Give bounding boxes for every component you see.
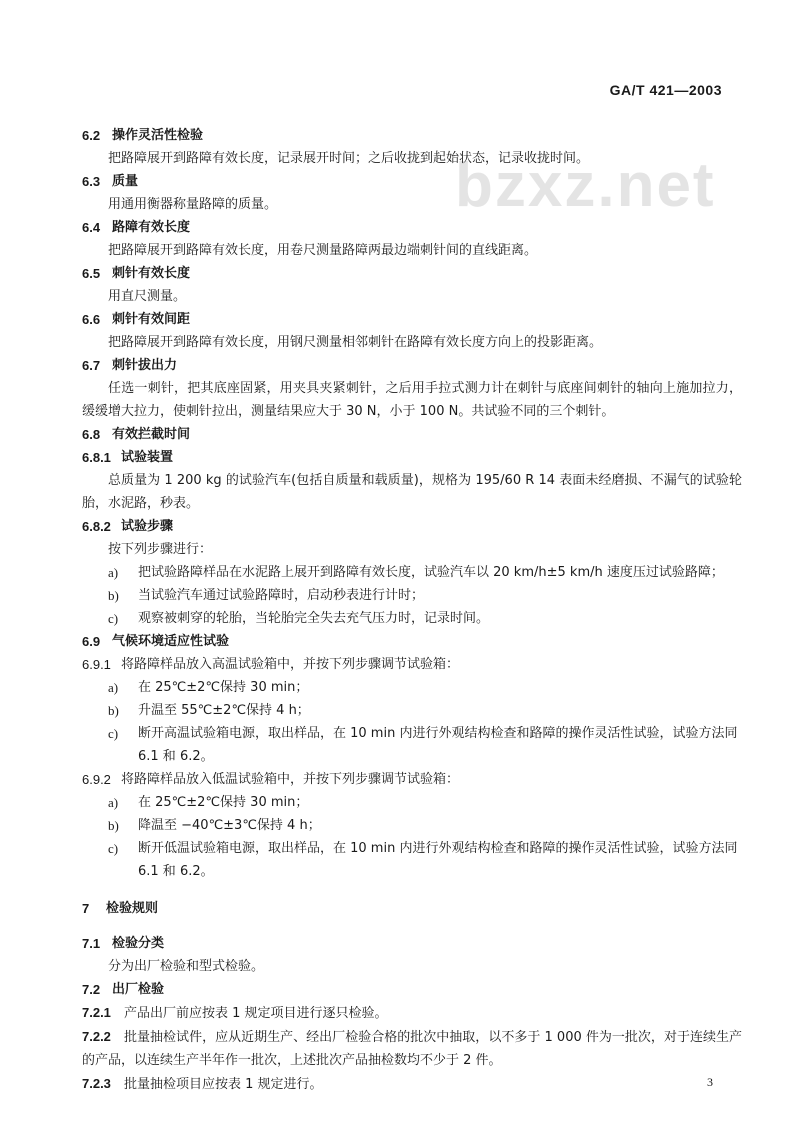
section-title: 有效拦截时间 [112,427,191,442]
section-title: 刺针有效长度 [112,266,191,281]
section-title: 检验规则 [106,901,159,916]
section-heading-6-7 [82,354,742,377]
section-heading-7-2 [82,978,742,1001]
section-number: 7 [82,901,90,916]
section-number: 6.8 [82,427,101,442]
clause-text: 产品出厂前应按表 1 规定项目进行逐只检验。 [124,1006,388,1021]
list-item [82,837,742,883]
section-text-6-5: 用直尺测量。 [108,289,187,304]
section-title: 质量 [112,174,139,189]
section-heading-6-6 [82,308,742,331]
section-title: 路障有效长度 [112,220,191,235]
section-title: 检验分类 [112,936,165,951]
clause-text: 批量抽检项目应按表 1 规定进行。 [124,1077,323,1092]
section-text-6-6: 把路障展开到路障有效长度，用钢尺测量相邻刺针在路障有效长度方向上的投影距离。 [108,335,603,350]
list-item [82,676,742,699]
document-body [82,124,742,1096]
list-text: 升温至 55℃±2℃保持 4 h； [138,703,310,718]
clause-7-2-2 [82,1025,742,1072]
section-title: 刺针有效间距 [112,312,191,327]
section-number: 6.3 [82,174,101,189]
list-marker: c) [108,726,119,741]
section-heading-6-3 [82,170,742,193]
section-title: 试验步骤 [121,519,174,534]
list-marker: a) [108,680,119,695]
section-number: 6.8.1 [82,450,111,465]
clause-7-2-1 [82,1001,742,1025]
section-number: 6.9 [82,634,101,649]
section-intro-6-8-2: 按下列步骤进行： [108,542,213,557]
list-text: 把试验路障样品在水泥路上展开到路障有效长度，试验汽车以 20 km/h±5 km/h 速度压过试验路障； [138,565,724,580]
section-title: 试验装置 [121,450,174,465]
list-text: 降温至 −40℃±3℃保持 4 h； [138,818,321,833]
section-number: 6.7 [82,358,101,373]
list-text: 观察被刺穿的轮胎，当轮胎完全失去充气压力时，记录时间。 [138,611,490,626]
section-heading-6-8 [82,423,742,446]
section-title: 气候环境适应性试验 [112,634,230,649]
section-text-6-2: 把路障展开到路障有效长度，记录展开时间；之后收拢到起始状态，记录收拢时间。 [108,151,590,166]
list-marker: b) [108,703,119,718]
list-item [82,584,742,607]
section-heading-7 [82,897,742,920]
list-item [82,699,742,722]
section-title: 出厂检验 [112,982,165,997]
list-text: 在 25℃±2℃保持 30 min； [138,795,309,810]
section-number: 7.2.3 [82,1076,111,1091]
section-number: 7.1 [82,936,101,951]
section-heading-6-9 [82,630,742,653]
section-number: 6.9.2 [82,772,111,787]
list-marker: a) [108,565,119,580]
section-text-6-4: 把路障展开到路障有效长度，用卷尺测量路障两最边端刺针间的直线距离。 [108,243,538,258]
section-title: 操作灵活性检验 [112,128,204,143]
list-item [82,814,742,837]
section-title: 将路障样品放入高温试验箱中，并按下列步骤调节试验箱： [121,657,460,672]
section-number: 6.9.1 [82,657,111,672]
section-title: 将路障样品放入低温试验箱中，并按下列步骤调节试验箱： [121,772,460,787]
list-marker: c) [108,611,119,626]
section-number: 6.2 [82,128,101,143]
section-text-6-3: 用通用衡器称量路障的质量。 [108,197,278,212]
list-marker: a) [108,795,119,810]
section-text-6-8-1: 总质量为 1 200 kg 的试验汽车(包括自质量和载质量)，规格为 195/60 R 14 表面未经磨损、不漏气的试验轮胎，水泥路，秒表。 [82,473,742,511]
standard-code: GA/T 421—2003 [609,82,722,98]
list-marker: b) [108,818,119,833]
page-number: 3 [707,1075,713,1089]
section-heading-6-9-2 [82,768,742,791]
list-item [82,561,742,584]
list-item [82,607,742,630]
section-number: 6.8.2 [82,519,111,534]
watermark: bzxz.net [455,151,716,220]
section-number: 6.5 [82,266,101,281]
section-number: 6.4 [82,220,101,235]
section-number: 7.2.2 [82,1029,111,1044]
section-text-6-7: 任选一刺针，把其底座固紧，用夹具夹紧刺针，之后用手拉式测力计在刺针与底座间刺针的轴向上施加拉力，缓缓增大拉力，使刺针拉出，测量结果应大于 30 N，小于 100 N。共试验不同的三个刺针。 [82,381,742,419]
list-text: 断开高温试验箱电源，取出样品，在 10 min 内进行外观结构检查和路障的操作灵活性试验，试验方法同 6.1 和 6.2。 [138,726,738,764]
section-heading-6-5 [82,262,742,285]
clause-7-2-3 [82,1072,742,1096]
list-item [82,722,742,768]
section-number: 7.2.1 [82,1005,111,1020]
section-heading-6-2 [82,124,742,147]
section-heading-6-8-2 [82,515,742,538]
section-text-7-1: 分为出厂检验和型式检验。 [108,959,265,974]
list-text: 在 25℃±2℃保持 30 min； [138,680,309,695]
section-heading-6-9-1 [82,653,742,676]
section-heading-7-1 [82,932,742,955]
list-marker: b) [108,588,119,603]
list-text: 当试验汽车通过试验路障时，启动秒表进行计时； [138,588,425,603]
section-number: 6.6 [82,312,101,327]
section-number: 7.2 [82,982,101,997]
section-heading-6-8-1 [82,446,742,469]
section-title: 刺针拔出力 [112,358,178,373]
section-heading-6-4 [82,216,742,239]
list-text: 断开低温试验箱电源，取出样品，在 10 min 内进行外观结构检查和路障的操作灵活性试验，试验方法同 6.1 和 6.2。 [138,841,738,879]
list-marker: c) [108,841,119,856]
clause-text: 批量抽检试件，应从近期生产、经出厂检验合格的批次中抽取，以不多于 1 000 件为一批次，对于连续生产的产品，以连续生产半年作一批次，上述批次产品抽检数均不少于 2 件。 [82,1030,742,1068]
list-item [82,791,742,814]
